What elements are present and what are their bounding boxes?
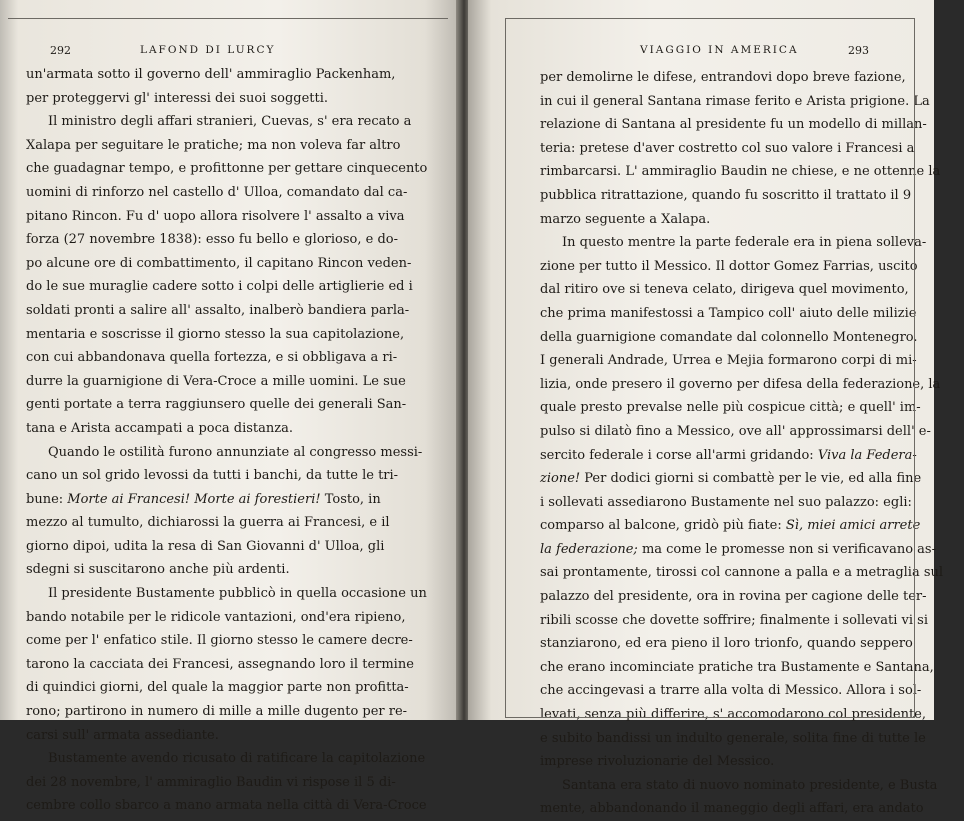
- text-line: mezzo al tumulto, dichiarossi la guerra ai Francesi, e il: [26, 515, 390, 531]
- right-page-frame: [505, 18, 915, 718]
- text-line: lizia, onde presero il governo per difesa della federazione, la: [540, 376, 941, 392]
- text-line: pitano Rincon. Fu d' uopo allora risolvere l' assalto a viva: [26, 208, 405, 224]
- page-number: 293: [848, 44, 869, 57]
- text-line: Xalapa per seguitare le pratiche; ma non voleva far altro: [26, 137, 401, 153]
- running-head: LAFOND DI LURCY: [140, 44, 276, 56]
- text-line: teria: pretese d'aver costretto col suo valore i Francesi a: [540, 140, 915, 156]
- page-number: 292: [50, 44, 71, 57]
- text-line: rimbarcarsi. L' ammiraglio Baudin ne chiese, e ne ottenne la: [540, 164, 941, 180]
- italic-run: Sì, miei amici arrete: [785, 518, 921, 534]
- text-line: stanziarono, ed era pieno il loro trionfo, quando seppero: [540, 636, 913, 652]
- text-line: In questo mentre la parte federale era in piena solleva-: [562, 235, 927, 251]
- text-line: per proteggervi gl' interessi dei suoi soggetti.: [26, 90, 329, 106]
- text-line: tana e Arista accampati a poca distanza.: [26, 420, 293, 436]
- text-line: dal ritiro ove si teneva celato, dirigeva quel movimento,: [540, 282, 909, 298]
- text-line: i sollevati assediarono Bustamente nel suo palazzo: egli:: [540, 494, 912, 510]
- text-line: un'armata sotto il governo dell' ammiraglio Packenham,: [26, 67, 396, 82]
- text-line: che prima manifestossi a Tampico coll' aiuto delle milizie: [540, 305, 917, 321]
- text-line: tarono la cacciata dei Francesi, assegnando loro il termine: [26, 656, 414, 672]
- text-run: Per dodici giorni si combattè per le vie, ed alla fine: [580, 471, 922, 487]
- text-line: bando notabile per le ridicole vantazioni, ond'era ripieno,: [26, 609, 406, 625]
- text-line: soldati pronti a salire all' assalto, inalberò bandiera parla-: [26, 302, 410, 318]
- text-line: Quando le ostilità furono annunziate al congresso messi-: [48, 444, 423, 460]
- text-line: della guarnigione comandate dal colonnello Montenegro.: [540, 329, 918, 345]
- text-run: comparso al balcone, gridò più fiate:: [540, 518, 786, 534]
- text-line: come per l' enfatico stile. Il giorno stesso le camere decre-: [26, 633, 413, 649]
- text-line: mentaria e soscrisse il giorno stesso la sua capitolazione,: [26, 326, 405, 342]
- left-page: [0, 0, 462, 814]
- text-run: ma come le promesse non si verificavano as-: [637, 541, 936, 557]
- text-line: genti portate a terra raggiunsero quelle dei generali San-: [26, 397, 407, 413]
- text-line: marzo seguente a Xalapa.: [540, 211, 711, 227]
- text-run: sercito federale i corse all'armi gridando:: [540, 447, 818, 463]
- italic-run: zione!: [540, 471, 581, 487]
- text-line: con cui abbandonava quella fortezza, e si obbligava a ri-: [26, 350, 398, 366]
- text-line: I generali Andrade, Urrea e Mejia formarono corpi di mi-: [540, 353, 917, 369]
- text-line: sdegni si suscitarono anche più ardenti.: [26, 562, 290, 578]
- text-line: di quindici giorni, del quale la maggior parte non profitta-: [26, 680, 409, 696]
- body-text: [26, 63, 446, 818]
- text-line: zione per tutto il Messico. Il dottor Gomez Farrias, uscito: [540, 258, 918, 274]
- text-line: durre la guarnigione di Vera-Croce a mille uomini. Le sue: [26, 373, 406, 389]
- text-line: do le sue muraglie cadere sotto i colpi delle artiglierie ed i: [26, 279, 413, 295]
- text-line: Il presidente Bustamente pubblicò in quella occasione un: [48, 586, 427, 602]
- text-line: po alcune ore di combattimento, il capitano Rincon veden-: [26, 255, 412, 271]
- running-head: VIAGGIO IN AMERICA: [640, 44, 799, 56]
- text-line: palazzo del presidente, ora in rovina per cagione delle ter-: [540, 589, 927, 605]
- italic-run: la federazione;: [540, 541, 638, 557]
- text-line: quale presto prevalse nelle più cospicue città; e quell' im-: [540, 400, 921, 416]
- text-line: dei 28 novembre, l' ammiraglio Baudin vi rispose il 5 di-: [26, 774, 396, 790]
- text-line: in cui il general Santana rimase ferito e Arista prigione. La: [540, 93, 930, 109]
- text-line: uomini di rinforzo nel castello d' Ulloa, comandato dal ca-: [26, 184, 408, 200]
- text-line: pubblica ritrattazione, quando fu soscritto il trattato il 9: [540, 187, 912, 203]
- text-line: relazione di Santana al presidente fu un modello di millan-: [540, 117, 927, 133]
- text-line: carsi sull' armata assediante.: [26, 727, 219, 743]
- text-run: bune:: [26, 491, 68, 507]
- text-line: forza (27 novembre 1838): esso fu bello e glorioso, e do-: [26, 232, 398, 248]
- text-line: levati, senza più differire, s' accomodarono col presidente,: [540, 707, 927, 723]
- text-line: per demolirne le difese, entrandovi dopo breve fazione,: [540, 70, 906, 85]
- text-line: [26, 488, 446, 512]
- text-line: che accingevasi a trarre alla volta di Messico. Allora i sol-: [540, 683, 922, 699]
- italic-run: Morte ai Francesi! Morte ai forestieri!: [67, 491, 321, 507]
- text-line: giorno dipoi, udita la resa di San Giovanni d' Ulloa, gli: [26, 538, 385, 554]
- text-line: Santana era stato di nuovo nominato presidente, e Busta: [562, 777, 938, 793]
- text-line: mente, abbandonando il maneggio degli affari, era andato: [540, 801, 924, 817]
- text-line: imprese rivoluzionarie del Messico.: [540, 754, 775, 770]
- text-line: pulso si dilatò fino a Messico, ove all' approssimarsi dell' e-: [540, 423, 931, 439]
- text-run: Tosto, in: [320, 491, 381, 507]
- text-line: cembre collo sbarco a mano armata nella città di Vera-Croce: [26, 798, 427, 814]
- text-line: che erano incominciate pratiche tra Bustamente e Santana,: [540, 659, 934, 675]
- text-line: che guadagnar tempo, e profittonne per gettare cinquecento: [26, 161, 428, 177]
- text-line: rono; partirono in numero di mille a mille dugento per re-: [26, 704, 408, 720]
- text-line: Bustamente avendo ricusato di ratificare la capitolazione: [48, 751, 426, 767]
- text-line: cano un sol grido levossi da tutti i banchi, da tutte le tri-: [26, 468, 399, 484]
- text-line: Il ministro degli affari stranieri, Cuevas, s' era recato a: [48, 114, 412, 130]
- text-line: ribili scosse che dovette soffrire; finalmente i sollevati vi si: [540, 612, 928, 628]
- italic-run: Viva la Federa-: [817, 447, 917, 463]
- text-line: sai prontamente, tirossi col cannone a palla e a metraglia sul: [540, 565, 944, 581]
- text-line: e subito bandissi un indulto generale, solita fine di tutte le: [540, 730, 926, 746]
